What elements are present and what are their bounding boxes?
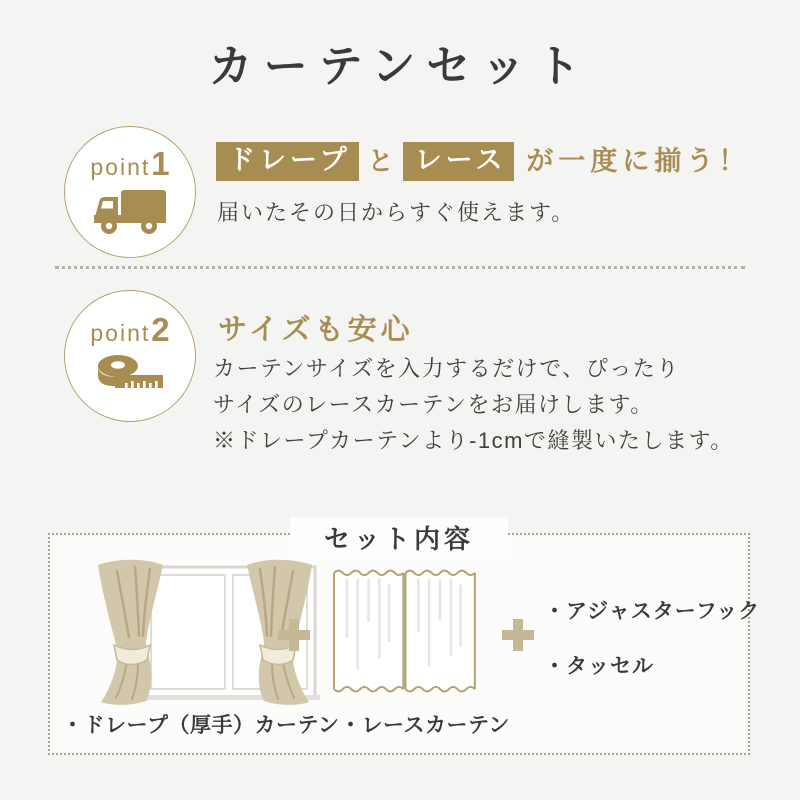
accessory-item: ・タッセル: [544, 655, 654, 678]
point2-body-line3: ※ドレープカーテンより-1cmで縫製いたします。: [213, 428, 734, 453]
lace-panel-left: [334, 571, 403, 692]
point1-badge: [64, 126, 196, 258]
point-number: 2: [151, 311, 170, 348]
point-number: 1: [151, 145, 170, 182]
point-word: point: [90, 320, 151, 346]
drape-curtain-label: ・ドレープ（厚手）カーテン: [62, 714, 340, 737]
plus-icon: [502, 619, 534, 651]
accessory-item: ・アジャスターフック: [544, 600, 761, 623]
point2-body-line1: カーテンサイズを入力するだけで、ぴったり: [213, 356, 680, 381]
dotted-divider: [55, 266, 745, 269]
point1-headline: [216, 141, 750, 181]
lace-curtain-illustration: [330, 562, 478, 700]
point2-badge: [64, 290, 196, 422]
plus-icon: [278, 619, 310, 651]
tape-measure-icon: [94, 353, 166, 399]
point1-body-text: 届いたその日からすぐ使えます。: [217, 200, 576, 225]
lace-highlight: レース: [403, 142, 515, 181]
point2-heading: サイズも安心: [218, 314, 414, 346]
point2-label: [90, 313, 169, 346]
truck-icon: [92, 187, 168, 237]
headline-connector: と: [367, 146, 394, 176]
point2-body-line2: サイズのレースカーテンをお届けします。: [213, 392, 654, 417]
headline-suffix: が一度に揃う！: [526, 145, 751, 176]
set-contents-title: セット内容: [290, 517, 508, 558]
accessories-list: [544, 595, 760, 705]
point2-body-text: [213, 351, 734, 459]
set-contents-box: [48, 524, 761, 755]
lace-panel-right: [405, 571, 474, 692]
page-title: カーテンセット: [208, 42, 592, 91]
drape-highlight: ドレープ: [216, 142, 359, 181]
point-word: point: [90, 154, 151, 180]
point1-label: [90, 147, 169, 180]
lace-curtain-label: ・レースカーテン: [340, 714, 510, 737]
